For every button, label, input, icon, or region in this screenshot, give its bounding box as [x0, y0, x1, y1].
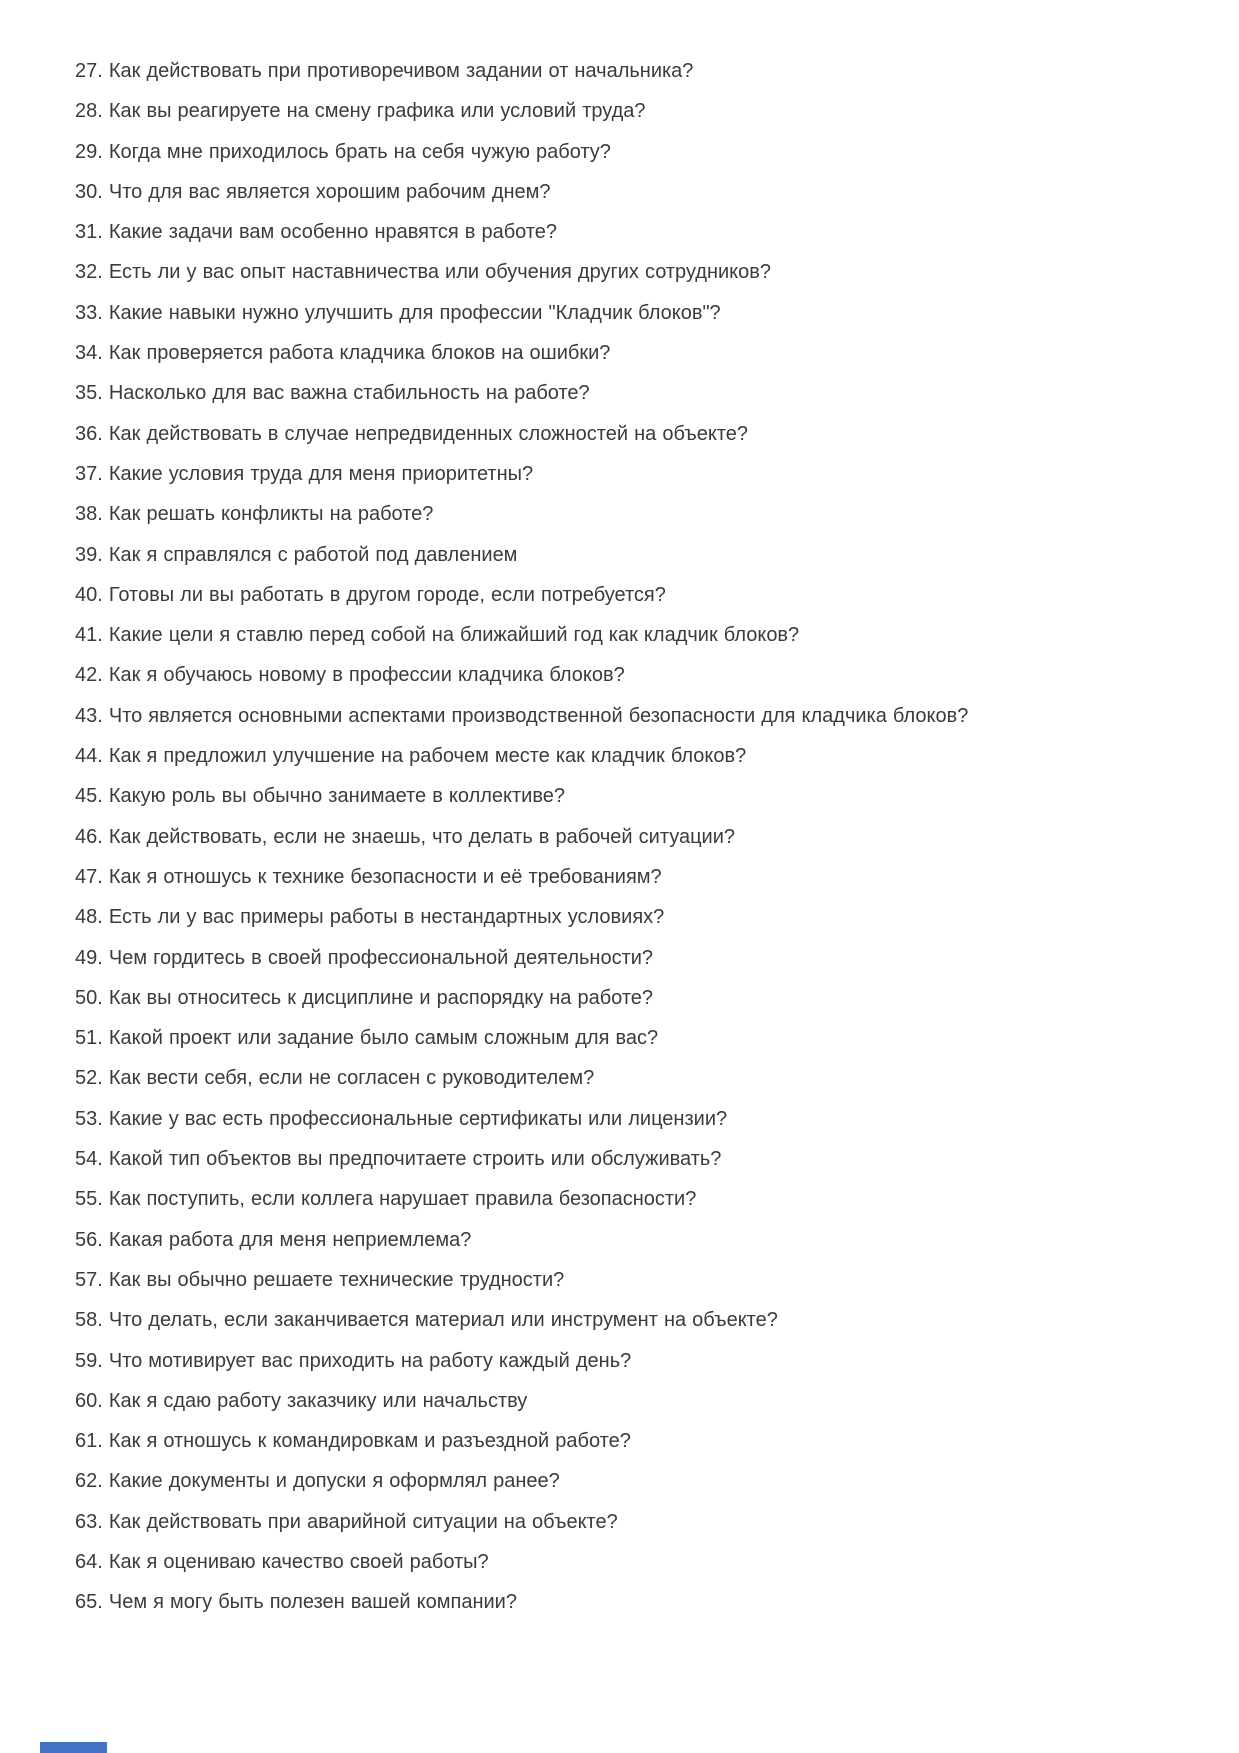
list-item: 50. Как вы относитесь к дисциплине и распорядку на работе?: [75, 986, 654, 1009]
list-item: 63. Как действовать при аварийной ситуации на объекте?: [75, 1510, 618, 1533]
list-item: 30. Что для вас является хорошим рабочим днем?: [75, 180, 551, 203]
next-page-blue-bar-sliver: [40, 1742, 107, 1753]
list-item: 59. Что мотивирует вас приходить на работу каждый день?: [75, 1349, 632, 1372]
list-item: 58. Что делать, если заканчивается материал или инструмент на объекте?: [75, 1309, 778, 1332]
list-item: 37. Какие условия труда для меня приоритетны?: [75, 462, 534, 485]
list-item: 29. Когда мне приходилось брать на себя чужую работу?: [75, 140, 611, 163]
list-item: 55. Как поступить, если коллега нарушает правила безопасности?: [75, 1188, 697, 1211]
list-item: 52. Как вести себя, если не согласен с руководителем?: [75, 1067, 595, 1090]
list-item: 44. Как я предложил улучшение на рабочем месте как кладчик блоков?: [75, 745, 747, 768]
list-item: 28. Как вы реагируете на смену графика или условий труда?: [75, 100, 646, 123]
list-item: 31. Какие задачи вам особенно нравятся в работе?: [75, 221, 558, 244]
list-item: 64. Как я оцениваю качество своей работы?: [75, 1550, 489, 1573]
list-item: 38. Как решать конфликты на работе?: [75, 503, 434, 526]
list-item: 34. Как проверяется работа кладчика блоков на ошибки?: [75, 342, 611, 365]
list-item: 42. Как я обучаюсь новому в профессии кладчика блоков?: [75, 664, 625, 687]
list-item: 61. Как я отношусь к командировкам и разъездной работе?: [75, 1430, 631, 1453]
list-item: 33. Какие навыки нужно улучшить для профессии "Кладчик блоков"?: [75, 301, 721, 324]
list-item: 46. Как действовать, если не знаешь, что делать в рабочей ситуации?: [75, 825, 736, 848]
list-item: 36. Как действовать в случае непредвиденных сложностей на объекте?: [75, 422, 749, 445]
list-item: 39. Как я справлялся с работой под давлением: [75, 543, 518, 566]
list-item: 60. Как я сдаю работу заказчику или начальству: [75, 1389, 528, 1412]
list-item: 45. Какую роль вы обычно занимаете в коллективе?: [75, 785, 565, 808]
list-item: 51. Какой проект или задание было самым сложным для вас?: [75, 1027, 659, 1050]
list-item: 57. Как вы обычно решаете технические трудности?: [75, 1268, 565, 1291]
list-item: 35. Насколько для вас важна стабильность на работе?: [75, 382, 590, 405]
list-item: 27. Как действовать при противоречивом задании от начальника?: [75, 60, 694, 82]
list-item: 65. Чем я могу быть полезен вашей компании?: [75, 1591, 517, 1614]
list-item: 32. Есть ли у вас опыт наставничества или обучения других сотрудников?: [75, 261, 772, 284]
list-item: 40. Готовы ли вы работать в другом городе, если потребуется?: [75, 583, 666, 606]
list-item: 41. Какие цели я ставлю перед собой на ближайший год как кладчик блоков?: [75, 624, 800, 647]
list-item: 53. Какие у вас есть профессиональные сертификаты или лицензии?: [75, 1107, 728, 1130]
list-item: 43. Что является основными аспектами производственной безопасности для кладчика блоков?: [75, 704, 969, 727]
list-item: 62. Какие документы и допуски я оформлял ранее?: [75, 1470, 560, 1493]
list-item: 47. Как я отношусь к технике безопасности и её требованиям?: [75, 865, 662, 888]
list-item: 54. Какой тип объектов вы предпочитаете строить или обслуживать?: [75, 1148, 722, 1171]
list-item: 56. Какая работа для меня неприемлема?: [75, 1228, 472, 1251]
list-item: 48. Есть ли у вас примеры работы в нестандартных условиях?: [75, 906, 665, 929]
list-item: 49. Чем гордитесь в своей профессиональной деятельности?: [75, 946, 654, 969]
